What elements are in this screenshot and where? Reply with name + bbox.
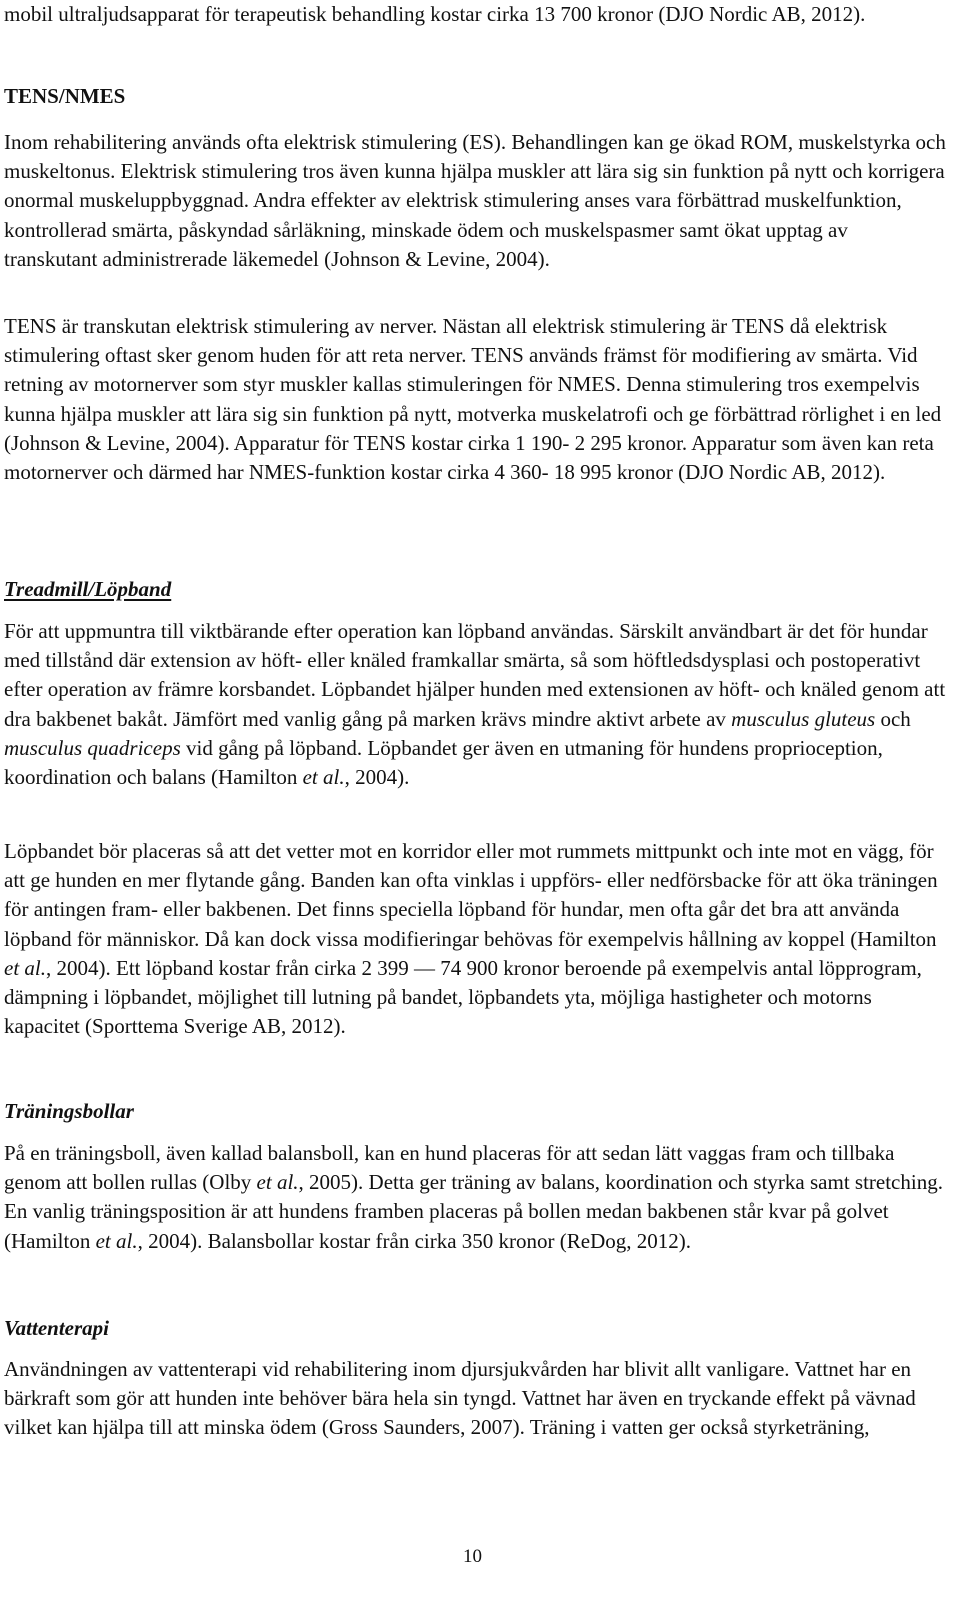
treadmill-paragraph-1: För att uppmuntra till viktbärande efter operation kan löpband användas. Särskilt användbart är det för hundar med tillstånd där extension av höft- eller knäled framkallar smärta, så som höftledsdysplasi och postoperativt efter operation av främre korsbandet. Löpbandet hjälper hunden med extensionen av höft- och knäled genom att dra bakbenet bakåt. Jämfört med vanlig gång på marken krävs mindre aktivt arbete av musculus gluteus och musculus quadriceps vid gång på löpband. Löpbandet ger även en utmaning för hundens proprioception, koordination och balans (Hamilton et al., 2004). [4, 619, 946, 790]
heading-training-balls: Träningsbollar [4, 1099, 134, 1123]
heading-tens-nmes: TENS/NMES [4, 84, 126, 108]
tens-paragraph-1: Inom rehabilitering används ofta elektrisk stimulering (ES). Behandlingen kan ge ökad ROM, muskelstyrka och muskeltonus. Elektrisk stimulering tros även kunna hjälpa muskler att lära sig sin funktion på nytt och korrigera onormal muskeluppbyggnad. Andra effekter av elektrisk stimulering anses vara förbättrad muskelfunktion, kontrollerad smärta, påskyndad sårläkning, minskade ödem och muskelspasmer samt ökat upptag av transkutant administrerade läkemedel (Johnson & Levine, 2004). [4, 130, 946, 271]
treadmill-paragraph-2: Löpbandet bör placeras så att det vetter mot en korridor eller mot rummets mittpunkt och inte mot en vägg, för att ge hunden en mer flytande gång. Banden kan ofta vinklas i uppförs- eller nedförsbacke för att öka träningen för antingen fram- eller bakbenen. Det finns speciella löpband för hundar, men ofta går det bra att använda löpband för människor. Då kan dock vissa modifieringar behövas för exempelvis hållning av koppel (Hamilton et al., 2004). Ett löpband kostar från cirka 2 399 — 74 900 kronor beroende på exempelvis antal löpprogram, dämpning i löpbandet, möjlighet till lutning på bandet, löpbandets yta, möjliga hastigheter och motorns kapacitet (Sporttema Sverige AB, 2012). [4, 839, 938, 1039]
page-number: 10 [463, 1546, 482, 1567]
water-paragraph: Användningen av vattenterapi vid rehabilitering inom djursjukvården har blivit allt vanligare. Vattnet har en bärkraft som gör att hunden inte behöver bära hela sin tyngd. Vattnet har även en tryckande effekt på vävnad vilket kan hjälpa till att minska ödem (Gross Saunders, 2007). Träning i vatten ger också styrketräning, [4, 1357, 916, 1440]
intro-paragraph: mobil ultraljudsapparat för terapeutisk behandling kostar cirka 13 700 kronor (DJO Nordic AB, 2012). [4, 2, 866, 26]
balls-paragraph: På en träningsboll, även kallad balansboll, kan en hund placeras för att sedan lätt vaggas fram och tillbaka genom att bollen rullas (Olby et al., 2005). Detta ger träning av balans, koordination och styrka samt stretching. En vanlig träningsposition är att hundens framben placeras på bollen medan bakbenen står kvar på golvet (Hamilton et al., 2004). Balansbollar kostar från cirka 350 kronor (ReDog, 2012). [4, 1141, 943, 1253]
heading-water-therapy: Vattenterapi [4, 1316, 110, 1340]
tens-paragraph-2: TENS är transkutan elektrisk stimulering av nerver. Nästan all elektrisk stimulering är TENS då elektrisk stimulering oftast sker genom huden för att reta nerver. TENS används främst för modifiering av smärta. Vid retning av motornerver som styr muskler kallas stimuleringen för NMES. Denna stimulering tros exempelvis kunna hjälpa muskler att lära sig sin funktion på nytt, motverka muskelatrofi och ge förbättrad rörlighet i en led (Johnson & Levine, 2004). Apparatur för TENS kostar cirka 1 190- 2 295 kronor. Apparatur som även kan reta motornerver och därmed har NMES-funktion kostar cirka 4 360- 18 995 kronor (DJO Nordic AB, 2012). [4, 314, 942, 485]
heading-treadmill: Treadmill/Löpband [4, 577, 172, 601]
